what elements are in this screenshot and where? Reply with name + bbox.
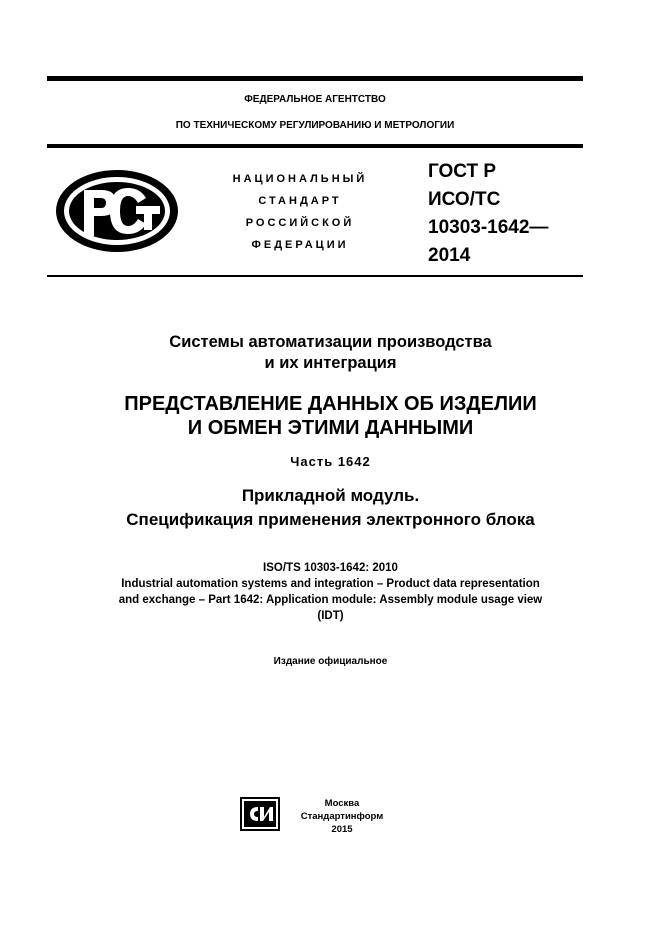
subtitle-line-1: Системы автоматизации производства: [169, 333, 492, 351]
standard-designation: [428, 158, 548, 270]
module-line-1: Прикладной модуль.: [241, 486, 420, 505]
subtitle-line-2: и их интеграция: [264, 354, 397, 372]
publisher-name: Стандартинформ: [300, 811, 384, 822]
intl-line-2: Industrial automation systems and integration – Product data representation: [121, 578, 540, 590]
designation-line-3: 10303-1642—: [428, 217, 549, 238]
main-title-line-1: ПРЕДСТАВЛЕНИЕ ДАННЫХ ОБ ИЗДЕЛИИ: [124, 393, 537, 415]
national-line-3: РОССИЙСКОЙ: [245, 217, 355, 229]
edition-label: Издание официальное: [273, 656, 388, 667]
designation-line-1: ГОСТ Р: [428, 161, 497, 182]
publisher-city: Москва: [324, 798, 360, 809]
top-rule: [47, 76, 583, 81]
national-line-4: ФЕДЕРАЦИИ: [251, 239, 349, 251]
intl-line-4: (IDT): [317, 610, 344, 622]
national-line-2: СТАНДАРТ: [258, 195, 342, 207]
main-title-line-2: И ОБМЕН ЭТИМИ ДАННЫМИ: [187, 417, 474, 439]
bottom-rule: [47, 275, 583, 277]
publisher-year: 2015: [331, 824, 353, 835]
international-reference: [0, 560, 661, 624]
intl-line-1: ISO/TS 10303-1642: 2010: [263, 562, 398, 574]
document-part: Часть 1642: [290, 454, 371, 469]
module-line-2: Спецификация применения электронного блока: [126, 510, 535, 529]
document-main-title: [0, 392, 661, 440]
intl-line-3: and exchange – Part 1642: Application module: Assembly module usage view: [118, 594, 543, 606]
document-subtitle: [0, 332, 661, 374]
document-module-title: [0, 484, 661, 532]
middle-rule: [47, 144, 583, 148]
agency-line-2: ПО ТЕХНИЧЕСКОМУ РЕГУЛИРОВАНИЮ И МЕТРОЛОГИИ: [175, 120, 455, 131]
national-standard-label: [205, 168, 395, 256]
agency-line-1: ФЕДЕРАЛЬНОЕ АГЕНТСТВО: [244, 94, 386, 105]
standartinform-logo-icon: [240, 797, 280, 831]
national-line-1: НАЦИОНАЛЬНЫЙ: [232, 173, 368, 185]
designation-line-4: 2014: [428, 245, 471, 266]
designation-line-2: ИСО/ТС: [428, 189, 501, 210]
rst-mark-logo-icon: [54, 168, 180, 254]
publisher-info: [292, 797, 392, 836]
